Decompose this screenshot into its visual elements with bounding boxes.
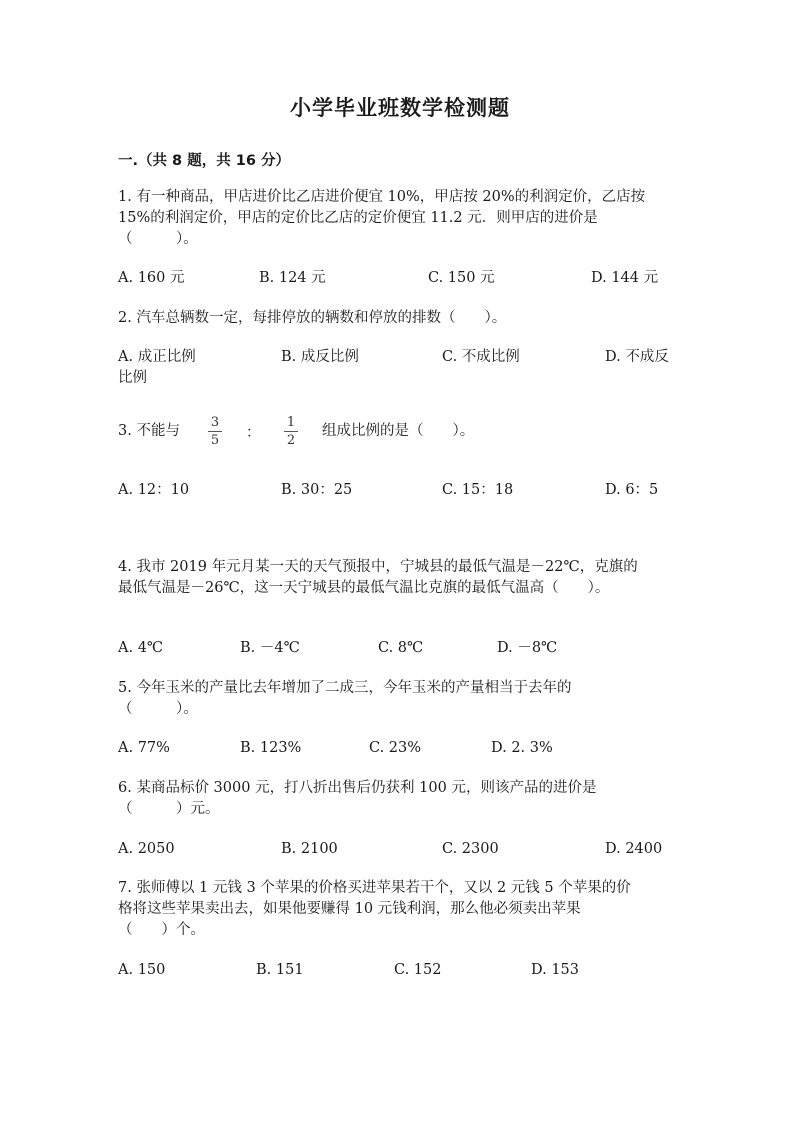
fraction-2-bar	[284, 431, 298, 432]
question-3-option-b[interactable]: B. 30：25	[281, 482, 353, 498]
question-3-option-d[interactable]: D. 6：5	[605, 482, 659, 498]
question-1-line-2: 15%的利润定价，甲店的定价比乙店的定价便宜 11.2 元．则甲店的进价是	[118, 210, 598, 226]
page-title: 小学毕业班数学检测题	[290, 96, 510, 120]
question-7-option-a[interactable]: A. 150	[118, 962, 166, 978]
question-7-option-d[interactable]: D. 153	[531, 962, 580, 978]
question-1-option-d[interactable]: D. 144 元	[591, 270, 659, 286]
question-2-option-c[interactable]: C. 不成比例	[442, 349, 520, 365]
question-6-option-d[interactable]: D. 2400	[605, 841, 663, 857]
fraction-one-half	[284, 415, 298, 448]
question-7-option-b[interactable]: B. 151	[256, 962, 304, 978]
fraction-three-fifths	[208, 415, 222, 448]
question-2-option-a[interactable]: A. 成正比例	[118, 349, 196, 365]
question-6-option-c[interactable]: C. 2300	[442, 841, 499, 857]
question-7-line-1: 7. 张师傅以 1 元钱 3 个苹果的价格买进苹果若干个，又以 2 元钱 5 个苹果的价	[118, 880, 631, 896]
question-3-option-a[interactable]: A. 12：10	[118, 482, 190, 498]
question-5-option-a[interactable]: A. 77%	[118, 740, 170, 756]
question-6-option-a[interactable]: A. 2050	[118, 841, 175, 857]
ratio-colon: ：	[246, 425, 261, 441]
question-1-line-3: （ ）。	[118, 231, 198, 247]
question-2-option-d[interactable]: D. 不成反	[605, 349, 669, 365]
question-4-option-c[interactable]: C. 8℃	[378, 640, 424, 656]
question-4-line-1: 4. 我市 2019 年元月某一天的天气预报中，宁城县的最低气温是－22℃，克旗的	[118, 559, 638, 575]
fraction-1-denominator: 5	[210, 433, 220, 448]
question-6-line-2: （ ）元。	[118, 801, 220, 817]
question-4-line-2: 最低气温是－26℃，这一天宁城县的最低气温比克旗的最低气温高（ ）。	[118, 580, 610, 596]
question-4-option-d[interactable]: D. －8℃	[497, 640, 558, 656]
question-3-option-c[interactable]: C. 15：18	[442, 482, 514, 498]
question-1-line-1: 1. 有一种商品，甲店进价比乙店进价便宜 10%，甲店按 20%的利润定价，乙店按	[118, 189, 646, 205]
question-3-prefix: 3. 不能与	[118, 423, 180, 439]
question-5-option-d[interactable]: D. 2. 3%	[491, 740, 553, 756]
question-4-option-b[interactable]: B. －4℃	[240, 640, 300, 656]
question-7-option-c[interactable]: C. 152	[394, 962, 442, 978]
question-6-option-b[interactable]: B. 2100	[281, 841, 338, 857]
question-7-line-3: （ ）个。	[118, 922, 205, 938]
question-1-option-b[interactable]: B. 124 元	[259, 270, 326, 286]
question-3-suffix: 组成比例的是（ ）。	[322, 423, 475, 439]
fraction-2-denominator: 2	[286, 433, 296, 448]
fraction-1-numerator: 3	[210, 415, 220, 430]
question-2-option-b[interactable]: B. 成反比例	[281, 349, 359, 365]
fraction-1-bar	[208, 431, 222, 432]
question-5-line-2: （ ）。	[118, 701, 198, 717]
section-heading: 一.（共 8 题，共 16 分）	[118, 153, 290, 169]
fraction-2-numerator: 1	[286, 415, 296, 430]
question-5-option-c[interactable]: C. 23%	[369, 740, 422, 756]
question-1-option-a[interactable]: A. 160 元	[118, 270, 185, 286]
question-7-line-2: 格将这些苹果卖出去，如果他要赚得 10 元钱利润，那么他必须卖出苹果	[118, 901, 581, 917]
question-5-line-1: 5. 今年玉米的产量比去年增加了二成三，今年玉米的产量相当于去年的	[118, 680, 572, 696]
question-6-line-1: 6. 某商品标价 3000 元，打八折出售后仍获利 100 元，则该产品的进价是	[118, 780, 597, 796]
question-1-option-c[interactable]: C. 150 元	[428, 270, 495, 286]
question-2-option-d-wrap: 比例	[118, 370, 147, 386]
question-2-line-1: 2. 汽车总辆数一定，每排停放的辆数和停放的排数（ ）。	[118, 310, 507, 326]
question-5-option-b[interactable]: B. 123%	[240, 740, 302, 756]
question-4-option-a[interactable]: A. 4℃	[118, 640, 164, 656]
